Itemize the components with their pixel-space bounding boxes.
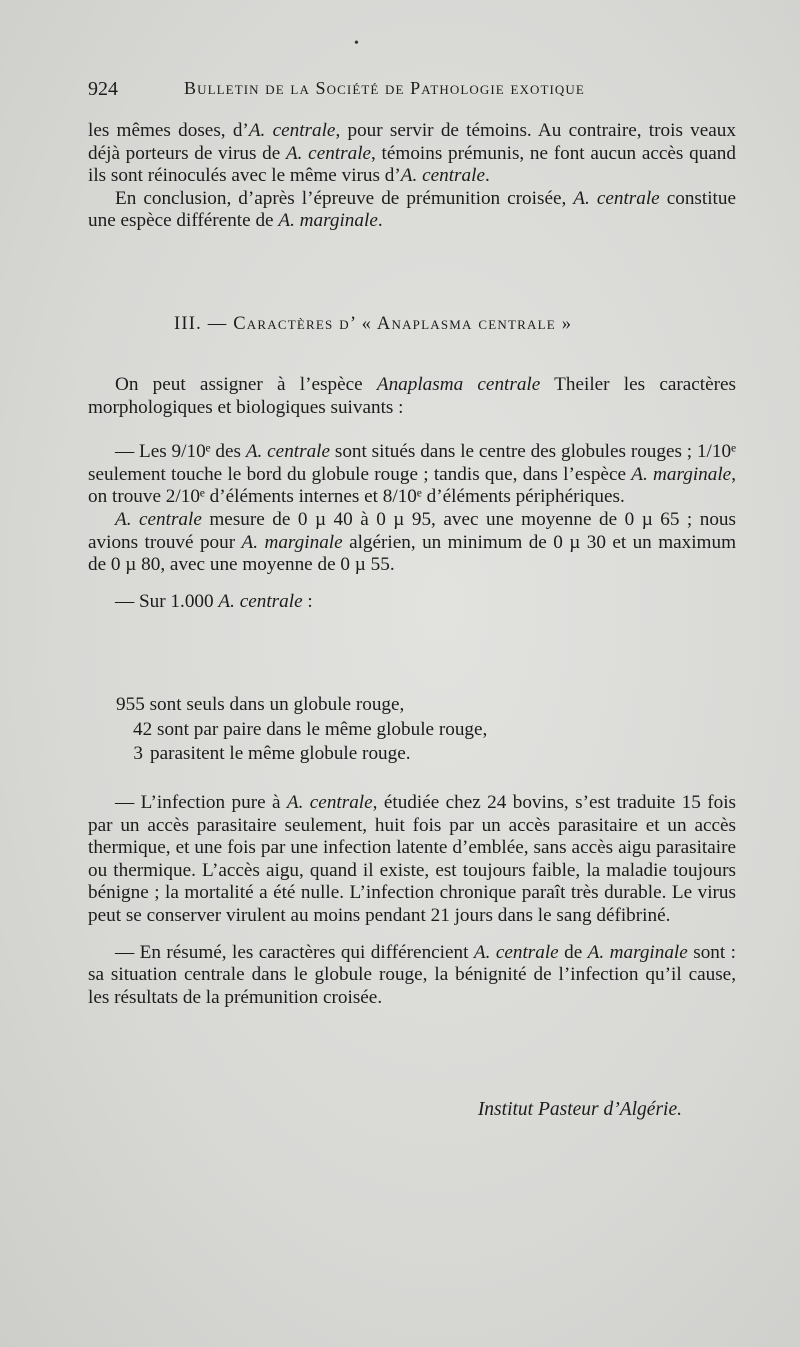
text-run: sont : sa situation centrale dans le globule rouge, la bénignité de l’infection qu’il cause, les résultats de la prémunition croisée. <box>88 941 736 1008</box>
list-count: 42 <box>133 718 153 740</box>
text-run: algérien, un minimum de 0 µ 30 et un maximum de 0 µ 80, avec une moyenne de 0 µ 55. <box>88 531 737 576</box>
species-name: A. marginale <box>241 531 343 553</box>
list-text: sont par paire dans le même globule rouge, <box>156 718 488 740</box>
list-item <box>116 742 487 767</box>
ink-mark: • <box>354 36 359 51</box>
species-name: A. centrale <box>285 142 372 164</box>
text-run: : <box>302 590 313 612</box>
species-name: A. centrale <box>245 441 331 463</box>
text-run: — En résumé, les caractères qui différencient <box>115 941 474 963</box>
species-name: A. marginale <box>278 210 378 232</box>
paragraph-controls <box>88 120 736 188</box>
text-run: les mêmes doses, d’ <box>88 120 249 141</box>
text-run: On peut assigner à l’espèce <box>115 374 377 395</box>
paragraph-infection <box>88 792 736 928</box>
text-run: — L’infection pure à <box>115 792 287 813</box>
text-run: constitue une espèce différente de <box>88 187 736 232</box>
list-item <box>116 718 487 743</box>
list-item <box>116 693 487 718</box>
section-heading: III. — Caractères d’ « Anaplasma centrale » <box>174 314 573 334</box>
text-block-characters <box>88 374 736 613</box>
species-name: A. centrale <box>573 187 660 209</box>
species-name: A. centrale <box>218 590 303 612</box>
text-run: , on trouve 2/10ᵉ d’éléments internes et 8/10ᵉ d’éléments périphériques. <box>88 463 736 508</box>
text-run: En conclusion, d’après l’épreuve de prémunition croisée, <box>115 187 574 209</box>
distribution-list <box>116 693 487 767</box>
species-name: A. marginale <box>587 941 688 963</box>
text-run: , étudiée chez 24 bovins, s’est traduite 15 fois par un accès parasitaire seulement, huit fois par un accès parasitaire et un accès thermique, et une fois par une infection latente d’emblée, sans accès aigu parasitaire ou thermique. L’accès aigu, quand il existe, est toujours faible, la maladie toujours bénigne ; la mortalité a été nulle. L’infection chronique paraît très durable. Le virus peut se conserver virulent au moins pendant 21 jours dans le sang défibriné. <box>88 792 736 926</box>
text-block-conclusion <box>88 120 736 233</box>
text-run: mesure de 0 µ 40 à 0 µ 95, avec une moyenne de 0 µ 65 ; nous avions trouvé pour <box>88 508 736 553</box>
text-run: . <box>484 165 490 187</box>
journal-title: Bulletin de la Société de Pathologie exotique <box>184 78 585 98</box>
species-name: A. centrale <box>286 792 373 813</box>
paragraph-summary <box>88 942 736 1010</box>
species-name: A. centrale <box>248 120 336 141</box>
page-number: 924 <box>88 78 118 100</box>
text-run: Theiler les caractères morphologiques et biologiques suivants : <box>88 374 736 418</box>
species-name: A. marginale <box>631 463 732 485</box>
running-head <box>88 78 734 102</box>
paragraph-intro <box>88 374 736 419</box>
species-name: Anaplasma centrale <box>376 374 541 395</box>
text-run: . <box>377 210 383 232</box>
text-run: , témoins prémunis, ne font aucun accès quand ils sont réinoculés avec le même virus d’ <box>88 142 736 187</box>
species-name: A. centrale <box>115 508 202 530</box>
list-count: 955 <box>116 694 145 715</box>
list-count: 3 <box>133 743 143 764</box>
list-text: sont seuls dans un globule rouge, <box>149 694 405 715</box>
signature-institution: Institut Pasteur d’Algérie. <box>477 1099 682 1120</box>
paragraph-measurements <box>88 509 736 577</box>
species-name: A. centrale <box>473 941 559 963</box>
species-name: A. centrale <box>400 165 485 187</box>
list-text: parasitent le même globule rouge. <box>150 743 411 764</box>
text-block-infection <box>88 792 736 1009</box>
text-run: , pour servir de témoins. Au contraire, trois veaux déjà porteurs de virus de <box>88 120 736 164</box>
paragraph-count-intro <box>88 591 736 614</box>
text-run: — Les 9/10ᵉ des <box>115 441 246 463</box>
paragraph-location <box>88 441 736 509</box>
text-run: de <box>558 941 588 963</box>
text-run: sont situés dans le centre des globules rouges ; 1/10ᵉ seulement touche le bord du globule rouge ; tandis que, dans l’espèce <box>88 441 736 485</box>
paragraph-conclusion <box>88 188 736 233</box>
text-run: — Sur 1.000 <box>115 590 219 612</box>
